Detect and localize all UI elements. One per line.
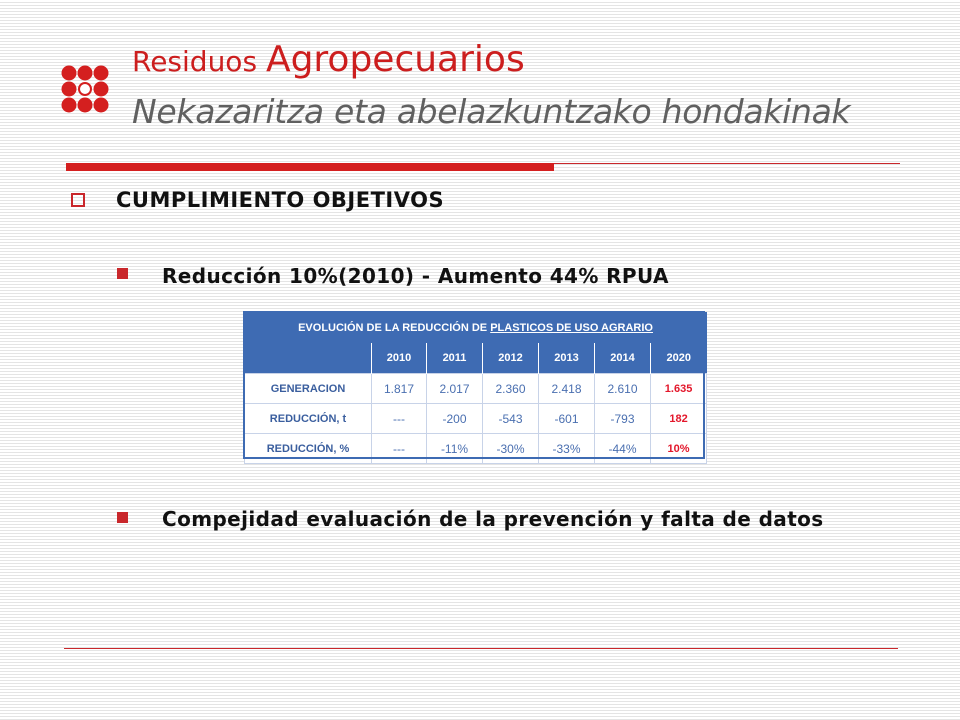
- table-cell: -30%: [483, 434, 539, 464]
- slide-title: [132, 38, 525, 81]
- section-heading: CUMPLIMIENTO OBJETIVOS: [116, 188, 445, 212]
- table-cell: ---: [372, 434, 427, 464]
- title-part-1: Residuos: [132, 45, 266, 78]
- title-part-2: Agropecuarios: [265, 39, 525, 80]
- table-cell: -543: [483, 404, 539, 434]
- table-corner-cell: [245, 343, 372, 374]
- table-cell: 2.418: [539, 374, 595, 404]
- table-title-underlined: PLASTICOS DE USO AGRARIO: [490, 321, 653, 334]
- bullet-reduction-goal: Reducción 10%(2010) - Aumento 44% RPUA: [162, 264, 669, 288]
- plastics-reduction-table: [244, 312, 707, 464]
- table-cell: -200: [427, 404, 483, 434]
- title-divider-thin: [554, 163, 900, 164]
- table-cell: -11%: [427, 434, 483, 464]
- table-row: [245, 374, 707, 404]
- table-cell: 1.817: [372, 374, 427, 404]
- year-header: 2011: [427, 343, 483, 374]
- year-header: 2010: [372, 343, 427, 374]
- table-cell: ---: [372, 404, 427, 434]
- bullet-complexity: Compejidad evaluación de la prevención y falta de datos: [162, 507, 824, 531]
- table-cell: -793: [595, 404, 651, 434]
- slide-subtitle: Nekazaritza eta abelazkuntzako hondakinak: [132, 92, 851, 131]
- table-year-row: [245, 343, 707, 374]
- table-cell: -33%: [539, 434, 595, 464]
- table-cell: -44%: [595, 434, 651, 464]
- row-label: REDUCCIÓN, t: [245, 404, 372, 434]
- logo-dots-icon: [60, 64, 110, 114]
- square-bullet-icon: [117, 512, 128, 523]
- table-row: [245, 434, 707, 464]
- target-cell: 1.635: [651, 374, 707, 404]
- square-bullet-icon: [117, 268, 128, 279]
- table-cell: 2.017: [427, 374, 483, 404]
- title-divider-thick: [66, 163, 554, 171]
- year-header: 2012: [483, 343, 539, 374]
- table-title: [245, 313, 707, 343]
- table-cell: -601: [539, 404, 595, 434]
- table-cell: 2.360: [483, 374, 539, 404]
- target-cell: 182: [651, 404, 707, 434]
- year-header: 2014: [595, 343, 651, 374]
- row-label: GENERACION: [245, 374, 372, 404]
- year-header: 2013: [539, 343, 595, 374]
- hollow-square-bullet-icon: [71, 193, 85, 207]
- footer-divider: [64, 648, 898, 649]
- target-cell: 10%: [651, 434, 707, 464]
- table-cell: 2.610: [595, 374, 651, 404]
- table-title-prefix: EVOLUCIÓN DE LA REDUCCIÓN DE: [298, 321, 491, 334]
- year-header: 2020: [651, 343, 707, 374]
- row-label: REDUCCIÓN, %: [245, 434, 372, 464]
- table-row: [245, 404, 707, 434]
- table-title-row: [245, 313, 707, 343]
